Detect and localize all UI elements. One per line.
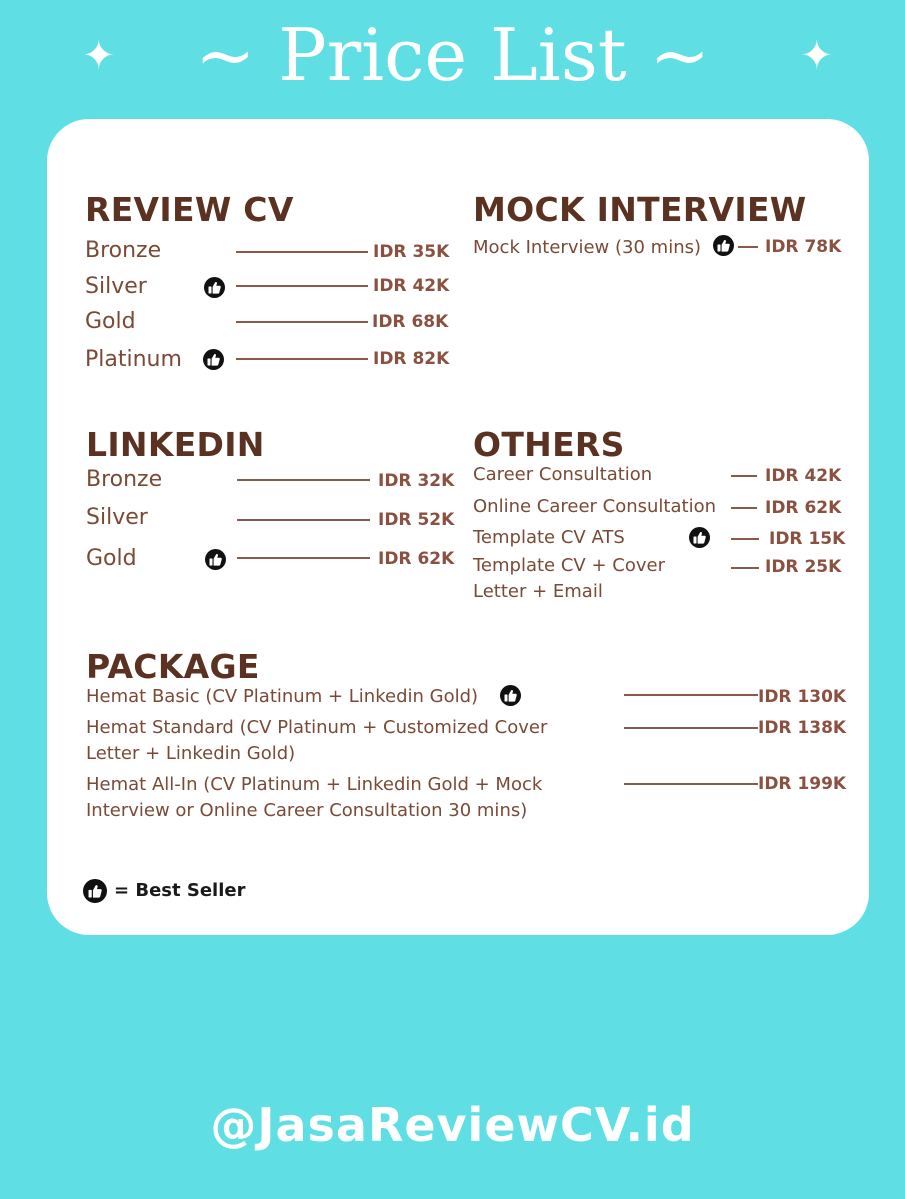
mock-interview-leader — [738, 246, 758, 248]
best-seller-thumbs-up-icon — [205, 549, 226, 570]
package-hemat-all-in-label-line1: Hemat All-In (CV Platinum + Linkedin Gold + Mock — [86, 774, 543, 795]
linkedin-gold-price: IDR 62K — [378, 549, 455, 569]
mock-interview-price: IDR 78K — [765, 237, 842, 257]
others-career-consultation-price: IDR 42K — [765, 466, 842, 486]
linkedin-heading: LINKEDIN — [86, 425, 265, 464]
package-hemat-standard-price: IDR 138K — [758, 718, 847, 738]
package-hemat-standard-label-line2: Letter + Linkedin Gold) — [86, 743, 296, 764]
review-cv-silver-label: Silver — [85, 274, 147, 299]
review-cv-platinum-label: Platinum — [85, 347, 182, 372]
mock-interview-label: Mock Interview (30 mins) — [473, 237, 701, 258]
best-seller-thumbs-up-icon — [689, 527, 710, 548]
instagram-handle: @JasaReviewCV.id — [210, 1098, 695, 1152]
review-cv-bronze-price: IDR 35K — [373, 242, 450, 262]
others-online-career-consultation-leader — [731, 507, 757, 509]
others-template-cv-ats-label: Template CV ATS — [473, 527, 625, 548]
others-template-cv-cover-label-line2: Letter + Email — [473, 581, 603, 602]
package-hemat-all-in-label-line2: Interview or Online Career Consultation 30 mins) — [86, 800, 528, 821]
linkedin-silver-leader — [237, 519, 370, 521]
review-cv-platinum-price: IDR 82K — [373, 349, 450, 369]
package-hemat-all-in-price: IDR 199K — [758, 774, 847, 794]
package-hemat-basic-price: IDR 130K — [758, 687, 847, 707]
review-cv-silver-price: IDR 42K — [373, 276, 450, 296]
review-cv-platinum-leader — [236, 358, 368, 360]
review-cv-bronze-leader — [236, 251, 368, 253]
linkedin-bronze-label: Bronze — [86, 467, 163, 492]
linkedin-silver-label: Silver — [86, 505, 148, 530]
others-career-consultation-leader — [731, 475, 757, 477]
package-heading: PACKAGE — [86, 647, 260, 686]
package-hemat-basic-label: Hemat Basic (CV Platinum + Linkedin Gold) — [86, 686, 479, 707]
best-seller-thumbs-up-icon — [203, 349, 224, 370]
review-cv-gold-leader — [236, 321, 368, 323]
sparkle-icon-right: ✦ — [800, 33, 834, 79]
others-template-cv-cover-price: IDR 25K — [765, 557, 842, 577]
mock-interview-heading: MOCK INTERVIEW — [473, 190, 807, 229]
others-heading: OTHERS — [473, 425, 625, 464]
package-hemat-standard-label-line1: Hemat Standard (CV Platinum + Customized Cover — [86, 717, 548, 738]
review-cv-silver-leader — [236, 285, 368, 287]
others-template-cv-ats-price: IDR 15K — [769, 529, 846, 549]
review-cv-bronze-label: Bronze — [85, 238, 162, 263]
best-seller-thumbs-up-icon — [500, 685, 521, 706]
page-title: ~ Price List ~ — [195, 13, 710, 97]
best-seller-thumbs-up-icon — [713, 235, 734, 256]
linkedin-silver-price: IDR 52K — [378, 510, 455, 530]
best-seller-legend-label: = Best Seller — [114, 880, 246, 901]
package-hemat-all-in-leader — [624, 783, 758, 785]
others-template-cv-cover-leader — [731, 567, 759, 569]
linkedin-gold-label: Gold — [86, 546, 137, 571]
others-career-consultation-label: Career Consultation — [473, 464, 653, 485]
others-template-cv-ats-leader — [731, 538, 759, 540]
review-cv-gold-price: IDR 68K — [372, 312, 449, 332]
best-seller-thumbs-up-icon — [204, 277, 225, 298]
package-hemat-basic-leader — [624, 694, 758, 696]
review-cv-heading: REVIEW CV — [85, 190, 294, 229]
review-cv-gold-label: Gold — [85, 309, 136, 334]
linkedin-bronze-price: IDR 32K — [378, 471, 455, 491]
others-online-career-consultation-price: IDR 62K — [765, 498, 842, 518]
linkedin-bronze-leader — [237, 479, 370, 481]
package-hemat-standard-leader — [624, 727, 758, 729]
sparkle-icon-left: ✦ — [82, 33, 116, 79]
linkedin-gold-leader — [237, 557, 370, 559]
best-seller-legend-icon — [83, 879, 107, 903]
others-template-cv-cover-label-line1: Template CV + Cover — [473, 555, 665, 576]
others-online-career-consultation-label: Online Career Consultation — [473, 496, 716, 517]
